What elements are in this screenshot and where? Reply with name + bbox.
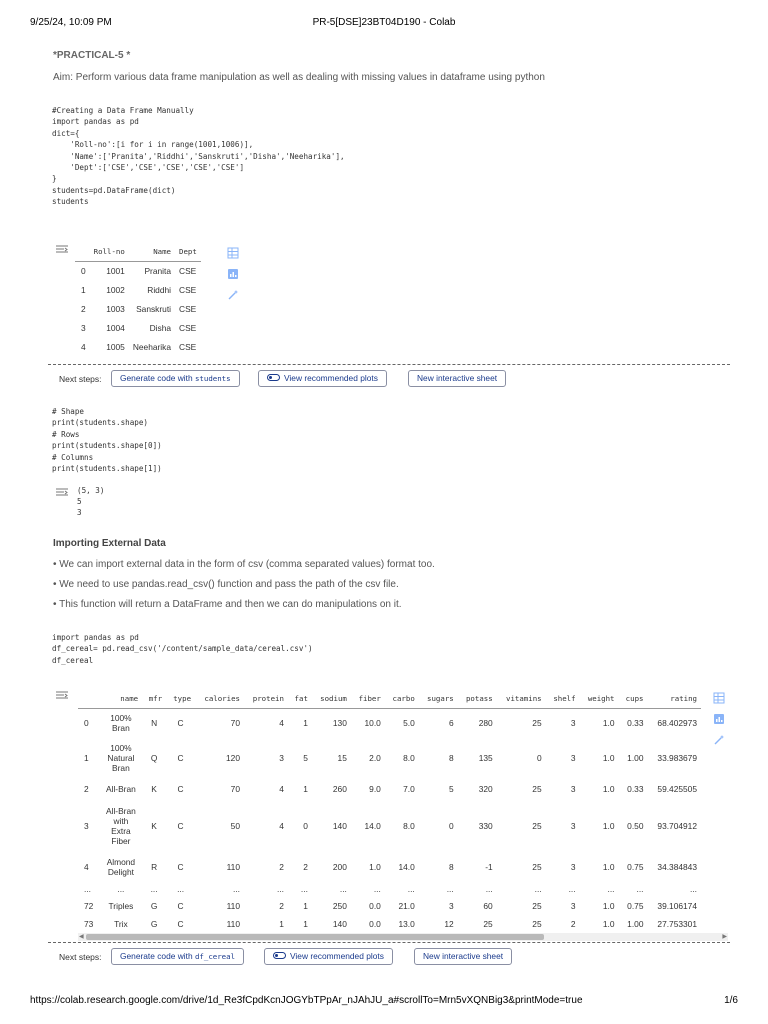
- column-header: name: [100, 689, 142, 708]
- code-cell-shape[interactable]: # Shape print(students.shape) # Rows print(students.shape[0]) # Columns print(students.shape[1]): [52, 407, 162, 474]
- column-header: rating: [647, 689, 701, 708]
- view-recommended-plots-button[interactable]: [258, 370, 387, 387]
- table-cell: 39.106174: [657, 900, 697, 911]
- next-steps-label: Next steps:: [59, 374, 102, 384]
- table-cell: 93.704912: [657, 821, 697, 831]
- table-cell: 1004: [106, 322, 125, 333]
- students-dataframe: [75, 242, 201, 356]
- table-cell: ...: [568, 883, 576, 894]
- table-cell: 1.0: [602, 718, 615, 729]
- table-cell: 3: [449, 900, 454, 911]
- column-header: fat: [288, 689, 312, 708]
- print-header: [30, 17, 738, 31]
- table-cell: All-Bran with Extra Fiber: [106, 806, 136, 846]
- table-cell: ...: [607, 883, 615, 894]
- row-index: 2: [81, 303, 86, 314]
- bullet-item: • We need to use pandas.read_csv() function and pass the path of the csv file.: [53, 579, 399, 590]
- table-cell: 3: [570, 862, 576, 872]
- table-cell: 1.00: [627, 753, 644, 763]
- table-cell: 2: [570, 919, 576, 929]
- table-cell: ...: [177, 883, 185, 894]
- table-cell: CSE: [179, 265, 197, 276]
- output-side-icons: [713, 692, 727, 755]
- table-cell: ...: [534, 883, 542, 894]
- table-cell: C: [177, 784, 184, 794]
- column-header: cups: [619, 689, 648, 708]
- table-cell: 1.0: [369, 862, 381, 872]
- table-cell: Neeharika: [132, 341, 172, 352]
- generate-code-var: df_cereal: [194, 952, 236, 961]
- view-plots-label: View recommended plots: [284, 373, 378, 383]
- output-divider: [48, 364, 730, 365]
- table-cell: Q: [150, 753, 158, 763]
- table-cell: 14.0: [398, 862, 415, 872]
- table-cell: 25: [532, 718, 542, 729]
- table-cell: ...: [636, 883, 644, 894]
- table-cell: 200: [332, 862, 347, 872]
- next-steps-bar-cereal: [59, 948, 719, 966]
- table-cell: 10.0: [364, 718, 381, 729]
- table-cell: 25: [532, 919, 542, 929]
- code-cell-create-dataframe[interactable]: #Creating a Data Frame Manually import pandas as pd dict={ 'Roll-no':[i for i in range(1001,1006)], 'Name':['Pranita','Riddhi','Sanskruti','Disha','Neeharika'], 'Dept':['CSE','CSE','CSE','CSE','CSE'] } students=pd.DataFrame(dict) students: [52, 106, 345, 207]
- table-cell: 4: [279, 718, 284, 729]
- table-cell: 3: [279, 753, 284, 763]
- table-cell: 130: [332, 718, 347, 729]
- table-cell: 59.425505: [657, 784, 697, 794]
- column-header: type: [166, 689, 195, 708]
- magic-wand-icon[interactable]: [227, 289, 239, 301]
- table-row: [78, 852, 701, 882]
- horizontal-scrollbar[interactable]: [78, 933, 728, 941]
- table-cell: K: [151, 821, 157, 831]
- table-cell: 60: [483, 900, 493, 911]
- table-cell: 4: [279, 784, 284, 794]
- print-datetime: 9/25/24, 10:09 PM: [30, 17, 112, 28]
- table-cell: CSE: [179, 284, 197, 295]
- table-cell: 9.0: [369, 784, 381, 794]
- new-sheet-label: New interactive sheet: [423, 951, 504, 961]
- scrollbar-thumb[interactable]: [86, 934, 544, 940]
- column-header: vitamins: [497, 689, 546, 708]
- table-cell: 25: [532, 821, 542, 831]
- table-cell: 25: [483, 919, 493, 929]
- table-cell: 330: [478, 821, 493, 831]
- table-cell: C: [177, 821, 184, 831]
- table-cell: 1: [303, 919, 308, 929]
- generate-code-var: students: [194, 374, 231, 383]
- table-cell: 0: [536, 753, 542, 763]
- table-cell: 5.0: [403, 718, 415, 729]
- table-cell: Sanskruti: [136, 303, 172, 314]
- table-cell: 1: [303, 900, 308, 911]
- table-cell: 7.0: [403, 784, 415, 794]
- table-cell: -1: [485, 862, 493, 872]
- table-cell: 8.0: [403, 821, 415, 831]
- table-cell: ...: [485, 883, 493, 894]
- table-cell: 0.33: [627, 718, 644, 729]
- table-cell: 25: [532, 862, 542, 872]
- row-index: 3: [84, 821, 89, 831]
- table-cell: 3: [570, 718, 576, 729]
- table-cell: Triples: [108, 900, 134, 911]
- table-row: [78, 778, 701, 800]
- table-cell: 12: [444, 919, 454, 929]
- table-cell: ...: [150, 883, 158, 894]
- table-cell: Pranita: [144, 265, 172, 276]
- table-cell: 5: [303, 753, 308, 763]
- table-cell: 320: [478, 784, 493, 794]
- table-cell: 21.0: [398, 900, 415, 911]
- column-header: carbo: [385, 689, 419, 708]
- table-cell: ...: [690, 883, 697, 894]
- table-row: [78, 882, 701, 895]
- table-cell: 70: [230, 784, 240, 794]
- column-header: weight: [580, 689, 619, 708]
- table-cell: Almond Delight: [106, 857, 136, 877]
- output-toggle-icon[interactable]: [55, 487, 69, 497]
- table-cell: 6: [449, 718, 454, 729]
- column-header: Name: [129, 242, 175, 261]
- table-cell: ...: [233, 883, 240, 894]
- table-cell: 1003: [106, 303, 125, 314]
- table-cell: CSE: [179, 322, 197, 333]
- bullet-item: • This function will return a DataFrame and then we can do manipulations on it.: [53, 599, 402, 610]
- table-row: [78, 800, 701, 852]
- table-cell: Trix: [114, 919, 128, 929]
- table-row: [78, 708, 701, 738]
- table-cell: C: [177, 718, 184, 729]
- table-row: [78, 916, 701, 932]
- table-cell: ...: [373, 883, 381, 894]
- next-steps-label: Next steps:: [59, 952, 102, 962]
- table-cell: ...: [339, 883, 347, 894]
- table-cell: C: [177, 919, 184, 929]
- output-divider: [48, 942, 730, 943]
- column-header: mfr: [142, 689, 166, 708]
- generate-code-button[interactable]: [111, 370, 240, 387]
- table-cell: 1: [303, 718, 308, 729]
- table-cell: 110: [226, 862, 240, 872]
- chart-icon[interactable]: [227, 268, 239, 280]
- scroll-left-icon[interactable]: ◀: [79, 934, 84, 940]
- row-index: 0: [84, 718, 89, 729]
- row-index: 73: [84, 919, 94, 929]
- new-interactive-sheet-button[interactable]: [408, 370, 506, 387]
- table-cell: G: [150, 919, 158, 929]
- new-sheet-label: New interactive sheet: [417, 373, 498, 383]
- cereal-dataframe: [78, 689, 701, 932]
- view-recommended-plots-button[interactable]: [264, 948, 393, 965]
- magic-wand-icon[interactable]: [713, 734, 725, 746]
- table-cell: 1.0: [602, 753, 615, 763]
- table-cell: 25: [532, 784, 542, 794]
- shape-output: (5, 3) 5 3: [77, 486, 105, 517]
- table-cell: 34.384843: [657, 862, 697, 872]
- table-cell: 3: [570, 821, 576, 831]
- table-cell: 0.0: [369, 900, 381, 911]
- table-row: [78, 895, 701, 916]
- table-cell: 2: [279, 900, 284, 911]
- print-footer: [30, 995, 738, 1009]
- table-icon[interactable]: [227, 247, 239, 259]
- table-cell: G: [150, 900, 158, 911]
- row-index: 1: [81, 284, 86, 295]
- table-cell: All-Bran: [106, 784, 136, 794]
- table-cell: 1.0: [602, 919, 615, 929]
- table-cell: Disha: [149, 322, 172, 333]
- chart-icon[interactable]: [713, 713, 725, 725]
- column-header: sugars: [419, 689, 458, 708]
- column-header: calories: [195, 689, 244, 708]
- column-header: sodium: [312, 689, 351, 708]
- table-cell: 5: [449, 784, 454, 794]
- next-steps-bar-students: [59, 370, 719, 388]
- row-index: 72: [84, 900, 94, 911]
- table-cell: K: [151, 784, 157, 794]
- table-cell: 0.50: [627, 821, 644, 831]
- table-cell: 13.0: [398, 919, 415, 929]
- table-cell: C: [177, 753, 184, 763]
- table-cell: CSE: [179, 341, 197, 352]
- row-index: ...: [84, 883, 91, 894]
- table-cell: 1002: [106, 284, 125, 295]
- table-cell: 33.983679: [657, 753, 697, 763]
- table-cell: 3: [570, 784, 576, 794]
- table-cell: 1.0: [602, 784, 615, 794]
- toggle-icon: [273, 952, 286, 959]
- new-interactive-sheet-button[interactable]: [414, 948, 512, 965]
- table-cell: 8: [449, 862, 454, 872]
- table-row: [75, 299, 201, 318]
- generate-code-label: Generate code with: [120, 951, 193, 961]
- table-cell: 1: [303, 784, 308, 794]
- table-cell: 100% Bran: [110, 713, 132, 734]
- row-index: 4: [84, 862, 89, 872]
- column-header: shelf: [546, 689, 580, 708]
- code-cell-read-csv[interactable]: import pandas as pd df_cereal= pd.read_csv('/content/sample_data/cereal.csv') df_cereal: [52, 633, 313, 665]
- table-cell: 0.0: [369, 919, 381, 929]
- table-cell: 250: [332, 900, 347, 911]
- table-cell: 110: [226, 900, 240, 911]
- table-cell: 1005: [106, 341, 125, 352]
- column-header: fiber: [351, 689, 385, 708]
- column-header: Roll-no: [90, 242, 129, 261]
- table-cell: 1.00: [627, 919, 644, 929]
- row-index: 1: [84, 753, 89, 763]
- table-cell: ...: [276, 883, 284, 894]
- table-cell: 2.0: [369, 753, 381, 763]
- column-header: Dept: [175, 242, 201, 261]
- table-cell: Riddhi: [147, 284, 172, 295]
- table-cell: ...: [407, 883, 415, 894]
- table-row: [75, 261, 201, 280]
- table-cell: 70: [230, 718, 240, 729]
- table-cell: 0: [303, 821, 308, 831]
- print-page-number: 1/6: [724, 995, 738, 1006]
- practical-title: *PRACTICAL-5 *: [53, 50, 131, 61]
- print-title: PR-5[DSE]23BT04D190 - Colab: [312, 17, 456, 28]
- column-header: [78, 689, 100, 708]
- generate-code-button[interactable]: [111, 948, 244, 965]
- table-cell: 14.0: [364, 821, 381, 831]
- row-index: 4: [81, 341, 86, 352]
- table-cell: 25: [532, 900, 542, 911]
- table-cell: 8: [449, 753, 454, 763]
- table-cell: 4: [279, 821, 284, 831]
- column-header: potass: [458, 689, 497, 708]
- table-row: [78, 738, 701, 778]
- table-cell: 15: [337, 753, 347, 763]
- table-cell: C: [177, 900, 184, 911]
- table-cell: 110: [226, 919, 240, 929]
- column-header: protein: [244, 689, 288, 708]
- view-plots-label: View recommended plots: [290, 951, 384, 961]
- table-row: [75, 280, 201, 299]
- table-cell: 100% Natural Bran: [107, 743, 135, 773]
- section-heading: Importing External Data: [53, 538, 166, 549]
- row-index: 2: [84, 784, 89, 794]
- output-toggle-icon[interactable]: [55, 244, 69, 254]
- table-cell: 1: [279, 919, 284, 929]
- table-cell: 3: [570, 753, 576, 763]
- output-toggle-icon[interactable]: [55, 690, 69, 700]
- table-cell: 0.33: [627, 784, 644, 794]
- bullet-item: • We can import external data in the form of csv (comma separated values) format too.: [53, 559, 435, 570]
- table-cell: 50: [230, 821, 240, 831]
- table-cell: 2: [279, 862, 284, 872]
- table-cell: 0: [449, 821, 454, 831]
- table-cell: 135: [478, 753, 493, 763]
- table-cell: 2: [303, 862, 308, 872]
- table-cell: 68.402973: [657, 718, 697, 729]
- table-icon[interactable]: [713, 692, 725, 704]
- table-cell: CSE: [179, 303, 197, 314]
- table-cell: R: [151, 862, 158, 872]
- toggle-icon: [267, 374, 280, 381]
- table-row: [75, 337, 201, 356]
- table-cell: 3: [570, 900, 576, 911]
- table-cell: 120: [226, 753, 240, 763]
- row-index: 0: [81, 265, 86, 276]
- table-cell: 1.0: [602, 900, 615, 911]
- row-index: 3: [81, 322, 86, 333]
- table-cell: 1.0: [602, 862, 615, 872]
- table-cell: 280: [478, 718, 493, 729]
- table-cell: 27.753301: [657, 919, 697, 929]
- table-cell: N: [151, 718, 158, 729]
- aim-text: Aim: Perform various data frame manipulation as well as dealing with missing values in dataframe using python: [53, 72, 545, 83]
- scroll-right-icon[interactable]: ▶: [722, 934, 727, 940]
- table-cell: 260: [332, 784, 347, 794]
- column-header: [75, 242, 90, 261]
- table-cell: ...: [300, 883, 308, 894]
- print-url: https://colab.research.google.com/drive/1d_Re3fCpdKcnJOGYbTPpAr_nJAhJU_a#scrollTo=Mrn5vXQNBig3&printMode=true: [30, 995, 583, 1006]
- table-cell: ...: [117, 883, 125, 894]
- table-cell: C: [177, 862, 184, 872]
- generate-code-label: Generate code with: [120, 373, 193, 383]
- table-cell: 8.0: [403, 753, 415, 763]
- table-row: [75, 318, 201, 337]
- table-cell: 0.75: [627, 900, 644, 911]
- table-cell: 140: [332, 821, 347, 831]
- table-cell: 1001: [106, 265, 125, 276]
- table-cell: 140: [332, 919, 347, 929]
- table-cell: 1.0: [602, 821, 615, 831]
- table-cell: ...: [446, 883, 454, 894]
- table-cell: 0.75: [627, 862, 644, 872]
- output-side-icons: [227, 247, 241, 310]
